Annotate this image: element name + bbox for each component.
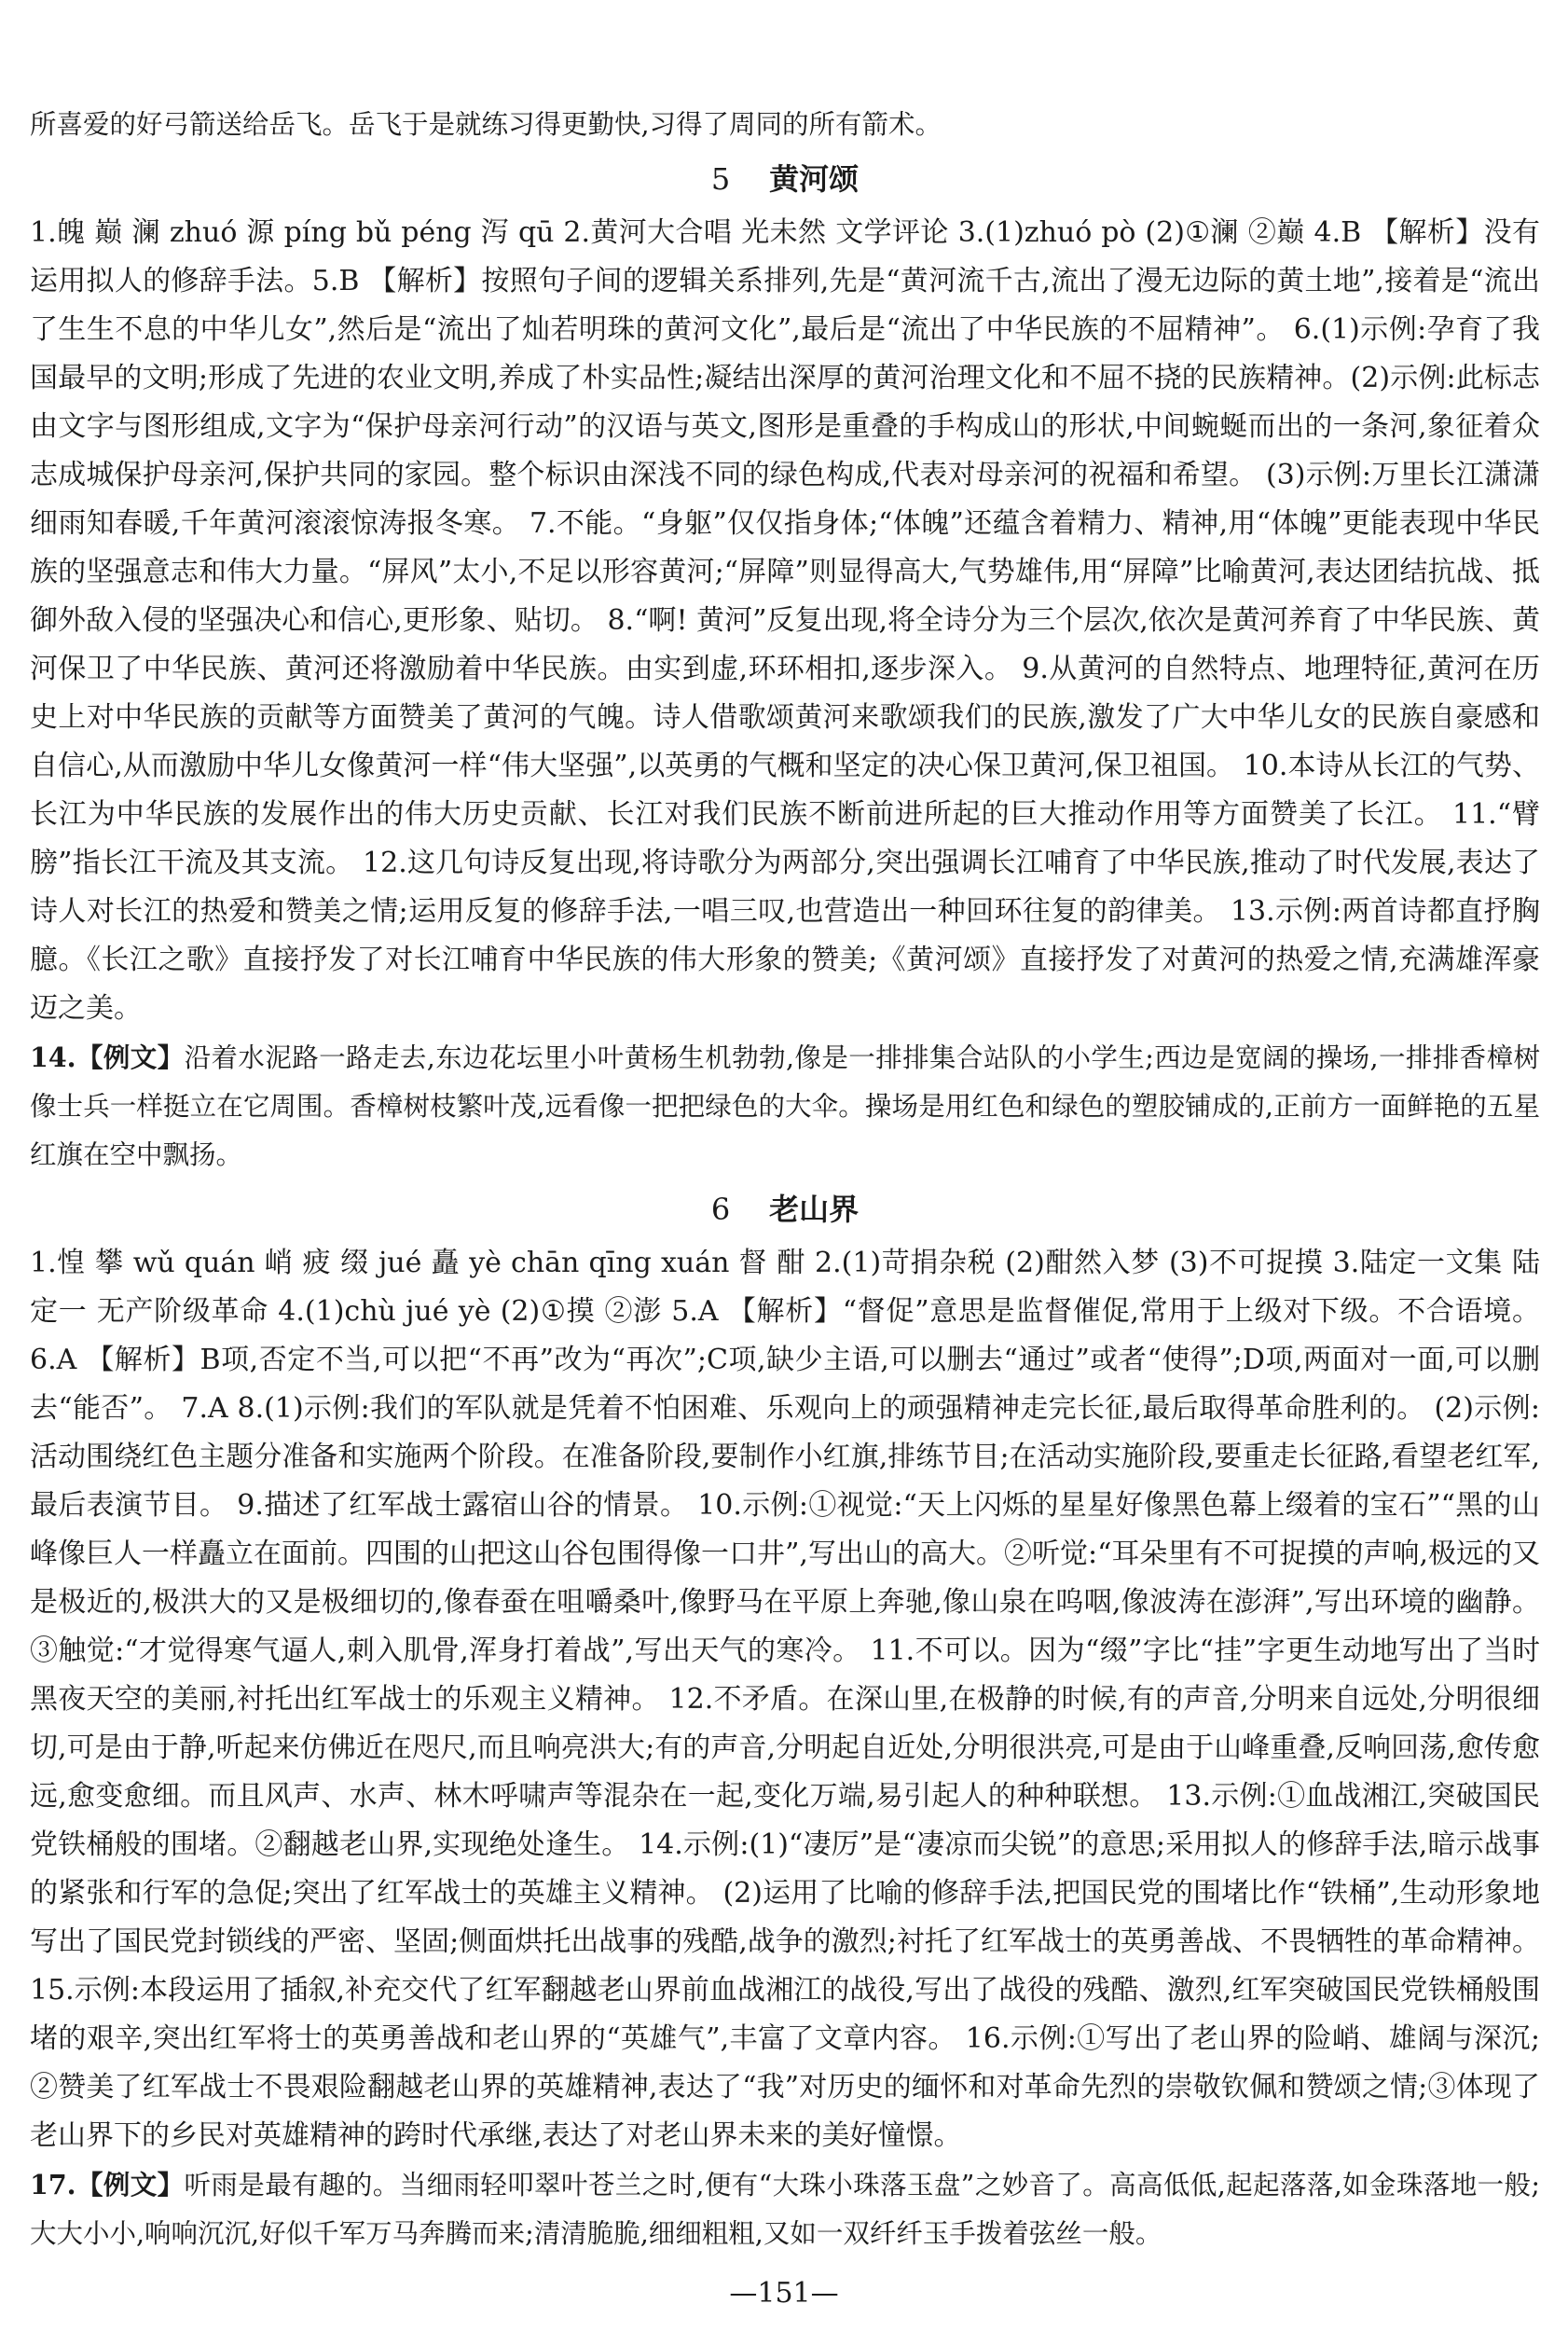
section-5-number: 5 bbox=[710, 161, 731, 197]
section-5-example bbox=[30, 1033, 1540, 1179]
page-number: —151— bbox=[729, 2277, 839, 2310]
answer-page bbox=[30, 101, 1540, 2258]
section-6-answers: 1.惶 攀 wǔ quán 峭 疲 缀 jué 矗 yè chān qīng xuán 督 酣 2.(1)苛捐杂税 (2)酣然入梦 (3)不可捉摸 3.陆定一文集 陆定一 无产阶级革命 4.(1)chù jué yè (2)①摸 ②澎 5.A 【解析】“督促”意思是监督催促,常用于上级对下级。不合语境。 6.A 【解析】B项,否定不当,可以把“不再”改为“再次”;C项,缺少主语,可以删去“通过”或者“使得”;D项,两面对一面,可以删去“能否”。 7.A 8.(1)示例:我们的军队就是凭着不怕困难、乐观向上的顽强精神走完长征,最后取得革命胜利的。 (2)示例:活动围绕红色主题分准备和实施两个阶段。在准备阶段,要制作小红旗,排练节目;在活动实施阶段,要重走长征路,看望老红军,最后表演节目。 9.描述了红军战士露宿山谷的情景。 10.示例:①视觉:“天上闪烁的星星好像黑色幕上缀着的宝石”“黑的山峰像巨人一样矗立在面前。四围的山把这山谷包围得像一口井”,写出山的高大。②听觉:“耳朵里有不可捉摸的声响,极远的又是极近的,极洪大的又是极细切的,像春蚕在咀嚼桑叶,像野马在平原上奔驰,像山泉在呜咽,像波涛在澎湃”,写出环境的幽静。③触觉:“才觉得寒气逼人,刺入肌骨,浑身打着战”,写出天气的寒冷。 11.不可以。因为“缀”字比“挂”字更生动地写出了当时黑夜天空的美丽,衬托出红军战士的乐观主义精神。 12.不矛盾。在深山里,在极静的时候,有的声音,分明来自远处,分明很细切,可是由于静,听起来仿佛近在咫尺,而且响亮洪大;有的声音,分明起自近处,分明很洪亮,可是由于山峰重叠,反响回荡,愈传愈远,愈变愈细。而且风声、水声、林木呼啸声等混杂在一起,变化万端,易引起人的种种联想。 13.示例:①血战湘江,突破国民党铁桶般的围堵。②翻越老山界,实现绝处逢生。 14.示例:(1)“凄厉”是“凄凉而尖锐”的意思;采用拟人的修辞手法,暗示战事的紧张和行军的急促;突出了红军战士的英雄主义精神。 (2)运用了比喻的修辞手法,把国民党的围堵比作“铁桶”,生动形象地写出了国民党封锁线的严密、坚固;侧面烘托出战事的残酷,战争的激烈;衬托了红军战士的英勇善战、不畏牺牲的革命精神。 15.示例:本段运用了插叙,补充交代了红军翻越老山界前血战湘江的战役,写出了战役的残酷、激烈,红军突破国民党铁桶般围堵的艰辛,突出红军将士的英勇善战和老山界的“英雄气”,丰富了文章内容。 16.示例:①写出了老山界的险峭、雄阔与深沉;②赞美了红军战士不畏艰险翻越老山界的英雄精神,表达了“我”对历史的缅怀和对革命先烈的崇敬钦佩和赞颂之情;③体现了老山界下的乡民对英雄精神的跨时代承继,表达了对老山界未来的美好憧憬。 bbox=[30, 1247, 1540, 2152]
section-6-heading bbox=[30, 1181, 1540, 1237]
section-6-example-text: 听雨是最有趣的。当细雨轻叩翠叶苍兰之时,便有“大珠小珠落玉盘”之妙音了。高高低低,起起落落,如金珠落地一般;大大小小,响响沉沉,好似千军万马奔腾而来;清清脆脆,细细粗粗,又如一双纤纤玉手拨着弦丝一般。 bbox=[30, 2170, 1540, 2249]
section-5-title: 黄河颂 bbox=[769, 161, 860, 197]
section-5-example-text: 沿着水泥路一路走去,东边花坛里小叶黄杨生机勃勃,像是一排排集合站队的小学生;西边是宽阔的操场,一排排香樟树像士兵一样挺立在它周围。香樟树枝繁叶茂,远看像一把把绿色的大伞。操场是用红色和绿色的塑胶铺成的,正前方一面鲜艳的五星红旗在空中飘扬。 bbox=[30, 1042, 1540, 1170]
intro-text: 所喜爱的好弓箭送给岳飞。岳飞于是就练习得更勤快,习得了周同的所有箭术。 bbox=[30, 109, 942, 140]
section-6-number: 6 bbox=[710, 1192, 731, 1227]
section-6-example bbox=[30, 2160, 1540, 2258]
section-6-title: 老山界 bbox=[769, 1192, 860, 1227]
section-5-heading bbox=[30, 151, 1540, 207]
section-5-example-label: 14.【例文】 bbox=[30, 1041, 185, 1073]
section-6-example-label: 17.【例文】 bbox=[30, 2169, 185, 2200]
section-5-answers: 1.魄 巅 澜 zhuó 源 píng bǔ péng 泻 qū 2.黄河大合唱 光未然 文学评论 3.(1)zhuó pò (2)①澜 ②巅 4.B 【解析】没有运用拟人的修辞手法。5.B 【解析】按照句子间的逻辑关系排列,先是“黄河流千古,流出了漫无边际的黄土地”,接着是“流出了生生不息的中华儿女”,然后是“流出了灿若明珠的黄河文化”,最后是“流出了中华民族的不屈精神”。 6.(1)示例:孕育了我国最早的文明;形成了先进的农业文明,养成了朴实品性;凝结出深厚的黄河治理文化和不屈不挠的民族精神。(2)示例:此标志由文字与图形组成,文字为“保护母亲河行动”的汉语与英文,图形是重叠的手构成山的形状,中间蜿蜒而出的一条河,象征着众志成城保护母亲河,保护共同的家园。整个标识由深浅不同的绿色构成,代表对母亲河的祝福和希望。 (3)示例:万里长江潇潇细雨知春暖,千年黄河滚滚惊涛报冬寒。 7.不能。“身躯”仅仅指身体;“体魄”还蕴含着精力、精神,用“体魄”更能表现中华民族的坚强意志和伟大力量。“屏风”太小,不足以形容黄河;“屏障”则显得高大,气势雄伟,用“屏障”比喻黄河,表达团结抗战、抵御外敌入侵的坚强决心和信心,更形象、贴切。 8.“啊! 黄河”反复出现,将全诗分为三个层次,依次是黄河养育了中华民族、黄河保卫了中华民族、黄河还将激励着中华民族。由实到虚,环环相扣,逐步深入。 9.从黄河的自然特点、地理特征,黄河在历史上对中华民族的贡献等方面赞美了黄河的气魄。诗人借歌颂黄河来歌颂我们的民族,激发了广大中华儿女的民族自豪感和自信心,从而激励中华儿女像黄河一样“伟大坚强”,以英勇的气概和坚定的决心保卫黄河,保卫祖国。 10.本诗从长江的气势、长江为中华民族的发展作出的伟大历史贡献、长江对我们民族不断前进所起的巨大推动作用等方面赞美了长江。 11.“臂膀”指长江干流及其支流。 12.这几句诗反复出现,将诗歌分为两部分,突出强调长江哺育了中华民族,推动了时代发展,表达了诗人对长江的热爱和赞美之情;运用反复的修辞手法,一唱三叹,也营造出一种回环往复的韵律美。 13.示例:两首诗都直抒胸臆。《长江之歌》直接抒发了对长江哺育中华民族的伟大形象的赞美;《黄河颂》直接抒发了对黄河的热爱之情,充满雄浑豪迈之美。 bbox=[30, 216, 1540, 1025]
